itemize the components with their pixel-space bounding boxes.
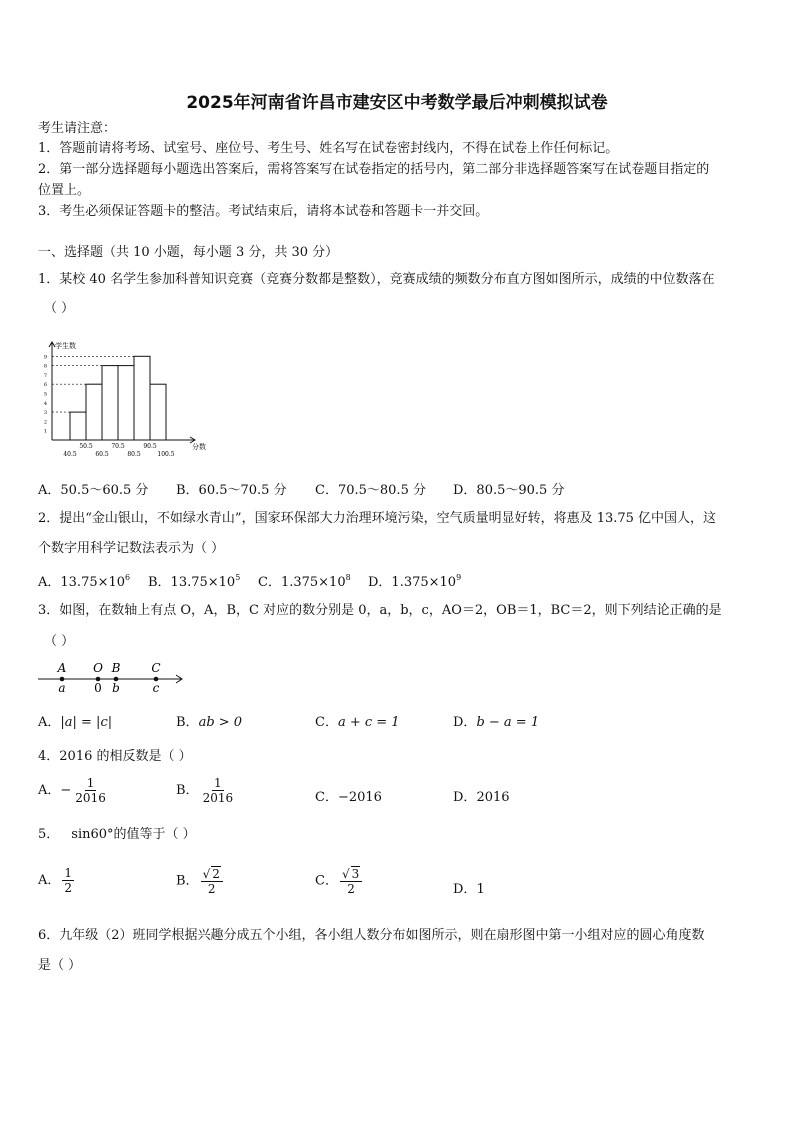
question-2-text: 2．提出“金山银山，不如绿水青山”，国家环保部大力治理环境污染，空气质量明显好转，将惠及 13.75 亿中国人，这 [38, 511, 717, 526]
y-tick-label: 3 [43, 410, 47, 417]
notice-item: 3．考生必须保证答题卡的整洁。考试结束后，请将本试卷和答题卡一并交回。 [38, 204, 489, 219]
number-line-value-label: c [152, 681, 160, 695]
y-tick-label: 8 [43, 363, 47, 370]
q3-option-a[interactable]: A．|a| = |c| [38, 715, 113, 730]
question-1-text: 1．某校 40 名学生参加科普知识竞赛（竞赛分数都是整数），竞赛成绩的频数分布直方图如图所示，成绩的中位数落在 [38, 272, 715, 287]
question-5-text: 5． sin60°的值等于（ ） [38, 827, 196, 842]
q1-option-b[interactable]: B．60.5～70.5 分 [176, 483, 287, 498]
number-line [36, 658, 188, 696]
x-axis-label: 分数 [192, 443, 206, 451]
histogram-bar [150, 384, 166, 440]
y-tick-label: 9 [43, 354, 47, 361]
x-tick-label: 90.5 [143, 443, 157, 450]
section-heading: 一、选择题（共 10 小题，每小题 3 分，共 30 分） [38, 245, 339, 260]
q5-option-a[interactable]: A． $\frac{1}{2}$ [38, 866, 73, 895]
histogram-bar [118, 366, 134, 440]
number-line-point-label: B [111, 661, 121, 675]
histogram-bar [134, 356, 150, 440]
number-line-point-label: C [151, 661, 161, 675]
number-line-point-label: O [93, 661, 103, 675]
notice-item: 位置上。 [38, 183, 91, 198]
number-line-value-label: 0 [94, 681, 102, 695]
y-tick-label: 1 [43, 428, 47, 435]
x-tick-label: 40.5 [63, 451, 77, 458]
question-1-bracket: （ ） [44, 301, 75, 316]
q5-option-c[interactable]: C． $\frac{√ 3}{2}$ [315, 866, 364, 896]
q4-option-d[interactable]: D．2016 [453, 790, 510, 805]
q4-option-a[interactable]: A．− $\frac{1}{2016}$ [38, 776, 106, 805]
q3-option-c[interactable]: C．a + c = 1 [315, 715, 400, 730]
notice-item: 1．答题前请将考场、试室号、座位号、考生号、姓名写在试卷密封线内，不得在试卷上作任何标记。 [38, 141, 619, 156]
y-tick-label: 5 [43, 391, 47, 398]
question-4-text: 4．2016 的相反数是（ ） [38, 749, 192, 764]
y-axis-label: 学生数 [55, 342, 76, 350]
q1-option-a[interactable]: A．50.5～60.5 分 [38, 483, 149, 498]
number-line-point-label: A [57, 661, 67, 675]
histogram-bar [70, 412, 86, 440]
y-tick-label: 2 [43, 419, 47, 426]
q2-option-c[interactable]: C．$1.375\times 10^8$ [258, 573, 351, 590]
question-3-text: 3．如图，在数轴上有点 O，A，B，C 对应的数分别是 0，a，b，c，AO＝2，OB＝1，BC＝2，则下列结论正确的是 [38, 603, 722, 618]
q5-option-d[interactable]: D．1 [453, 882, 485, 897]
number-line-value-label: a [58, 681, 66, 695]
question-2-text-cont: 个数字用科学记数法表示为（ ） [38, 541, 225, 556]
x-tick-label: 100.5 [157, 451, 175, 458]
q4-option-c[interactable]: C．−2016 [315, 790, 382, 805]
question-6-text-cont: 是（ ） [38, 958, 82, 973]
q3-option-b[interactable]: B．ab > 0 [176, 715, 243, 730]
q2-option-d[interactable]: D．$1.375\times 10^9$ [368, 573, 462, 590]
x-tick-label: 60.5 [95, 451, 109, 458]
q1-option-c[interactable]: C．70.5～80.5 分 [315, 483, 426, 498]
q2-option-b[interactable]: B．$13.75\times 10^5$ [148, 573, 241, 590]
notice-item: 2．第一部分选择题每小题选出答案后，需将答案写在试卷指定的括号内，第二部分非选择题答案写在试卷题目指定的 [38, 162, 710, 177]
question-6-text: 6．九年级（2）班同学根据兴趣分成五个小组，各小组人数分布如图所示，则在扇形图中第一小组对应的圆心角度数 [38, 928, 705, 943]
x-tick-label: 70.5 [111, 443, 125, 450]
histogram-chart [40, 338, 210, 460]
x-tick-label: 80.5 [127, 451, 141, 458]
page-title: 2025年河南省许昌市建安区中考数学最后冲刺模拟试卷 [186, 93, 608, 113]
q4-option-b[interactable]: B． $\frac{1}{2016}$ [176, 776, 234, 805]
q5-option-b[interactable]: B． $\frac{√ 2}{2}$ [176, 866, 225, 896]
histogram-bar [86, 384, 102, 440]
number-line-value-label: b [112, 681, 120, 695]
q3-option-d[interactable]: D．b − a = 1 [453, 715, 540, 730]
histogram-bar [102, 366, 118, 440]
x-tick-label: 50.5 [79, 443, 93, 450]
y-tick-label: 4 [43, 400, 47, 407]
q1-option-d[interactable]: D．80.5～90.5 分 [453, 483, 565, 498]
notice-heading: 考生请注意： [38, 121, 117, 136]
q2-option-a[interactable]: A．$13.75\times 10^6$ [38, 573, 131, 590]
y-tick-label: 6 [43, 382, 47, 389]
question-3-bracket: （ ） [44, 634, 75, 649]
y-tick-label: 7 [43, 372, 47, 379]
